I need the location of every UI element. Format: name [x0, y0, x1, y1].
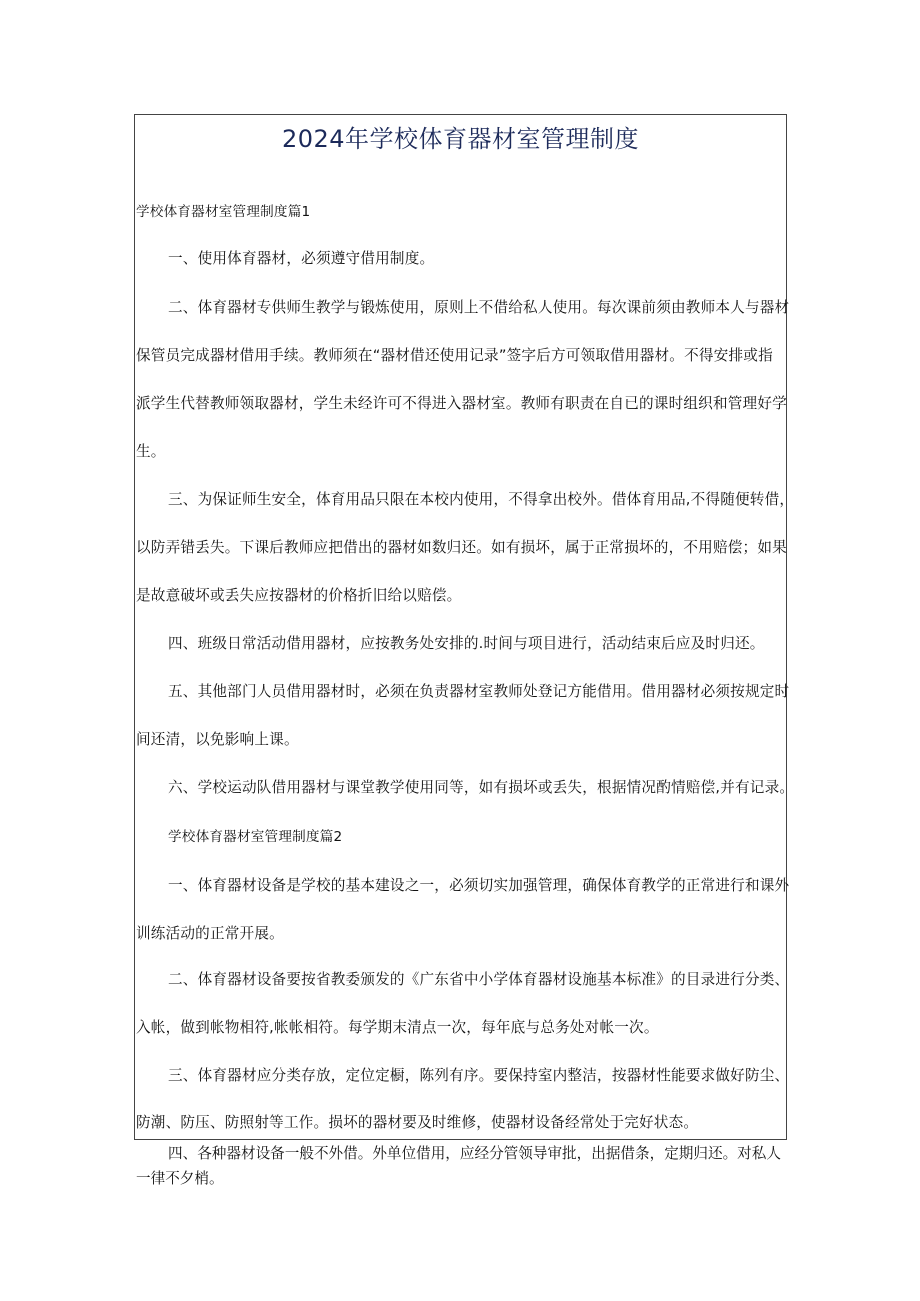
paragraph-q4-line-2: 一律不夕梢。	[136, 1170, 224, 1187]
paragraph-q1-line-1: 一、体育器材设备是学校的基本建设之一，必须切实加强管理，确保体育教学的正常进行和课外	[168, 877, 790, 894]
paragraph-q4-line-1: 四、各种器材设备一般不外借。外单位借用，应经分管领导审批，出据借条，定期归还。对私人	[168, 1145, 781, 1162]
paragraph-q3-line-1: 三、体育器材应分类存放，定位定橱，陈列有序。要保持室内整洁，按器材性能要求做好防尘、	[168, 1067, 790, 1084]
paragraph-q2-line-1: 二、体育器材设备要按省教委颁发的《广东省中小学体育器材设施基本标准》的目录进行分类、	[168, 971, 790, 988]
paragraph-6: 六、学校运动队借用器材与课堂教学使用同等，如有损坏或丢失，根据情况酌情赔偿,并有记录。	[168, 779, 795, 796]
paragraph-2-line-1: 二、体育器材专供师生教学与锻炼使用，原则上不借给私人使用。每次课前须由教师本人与器材	[168, 299, 790, 316]
paragraph-q2-line-2: 入帐，做到帐物相符,帐帐相符。每学期末清点一次，每年底与总务处对帐一次。	[136, 1019, 659, 1036]
paragraph-3-line-2: 以防弄错丢失。下课后教师应把借出的器材如数归还。如有损坏，属于正常损坏的，不用赔偿；如果	[136, 539, 787, 556]
paragraph-3-line-3: 是故意破坏或丢失应按器材的价格折旧给以赔偿。	[136, 587, 462, 604]
paragraph-5-line-1: 五、其他部门人员借用器材时，必须在负责器材室教师处登记方能借用。借用器材必须按规定时	[168, 683, 790, 700]
paragraph-3-line-1: 三、为保证师生安全，体育用品只限在本校内使用，不得拿出校外。借体育用品,不得随便转借，	[168, 491, 795, 508]
paragraph-q1-line-2: 训练活动的正常开展。	[136, 925, 284, 942]
paragraph-2-line-3: 派学生代替教师领取器材，学生未经许可不得进入器材室。教师有职责在自已的课时组织和管理好学	[136, 395, 787, 412]
paragraph-5-line-2: 间还清，以免影响上课。	[136, 731, 299, 748]
paragraph-2-line-4: 生。	[136, 443, 166, 460]
section-heading-2: 学校体育器材室管理制度篇2	[168, 829, 343, 845]
paragraph-1: 一、使用体育器材，必须遵守借用制度。	[168, 250, 435, 267]
paragraph-q3-line-2: 防潮、防压、防照射等工作。损坏的器材要及时维修，使器材设备经常处于完好状态。	[136, 1114, 699, 1131]
paragraph-4: 四、班级日常活动借用器材，应按教务处安排的.时间与项目进行，活动结束后应及时归还。	[168, 635, 765, 652]
page-title: 2024年学校体育器材室管理制度	[281, 125, 640, 153]
section-heading-1: 学校体育器材室管理制度篇1	[136, 204, 311, 220]
paragraph-2-line-2: 保管员完成器材借用手续。教师须在“器材借还使用记录”签字后方可领取借用器材。不得安排或指	[136, 347, 773, 364]
